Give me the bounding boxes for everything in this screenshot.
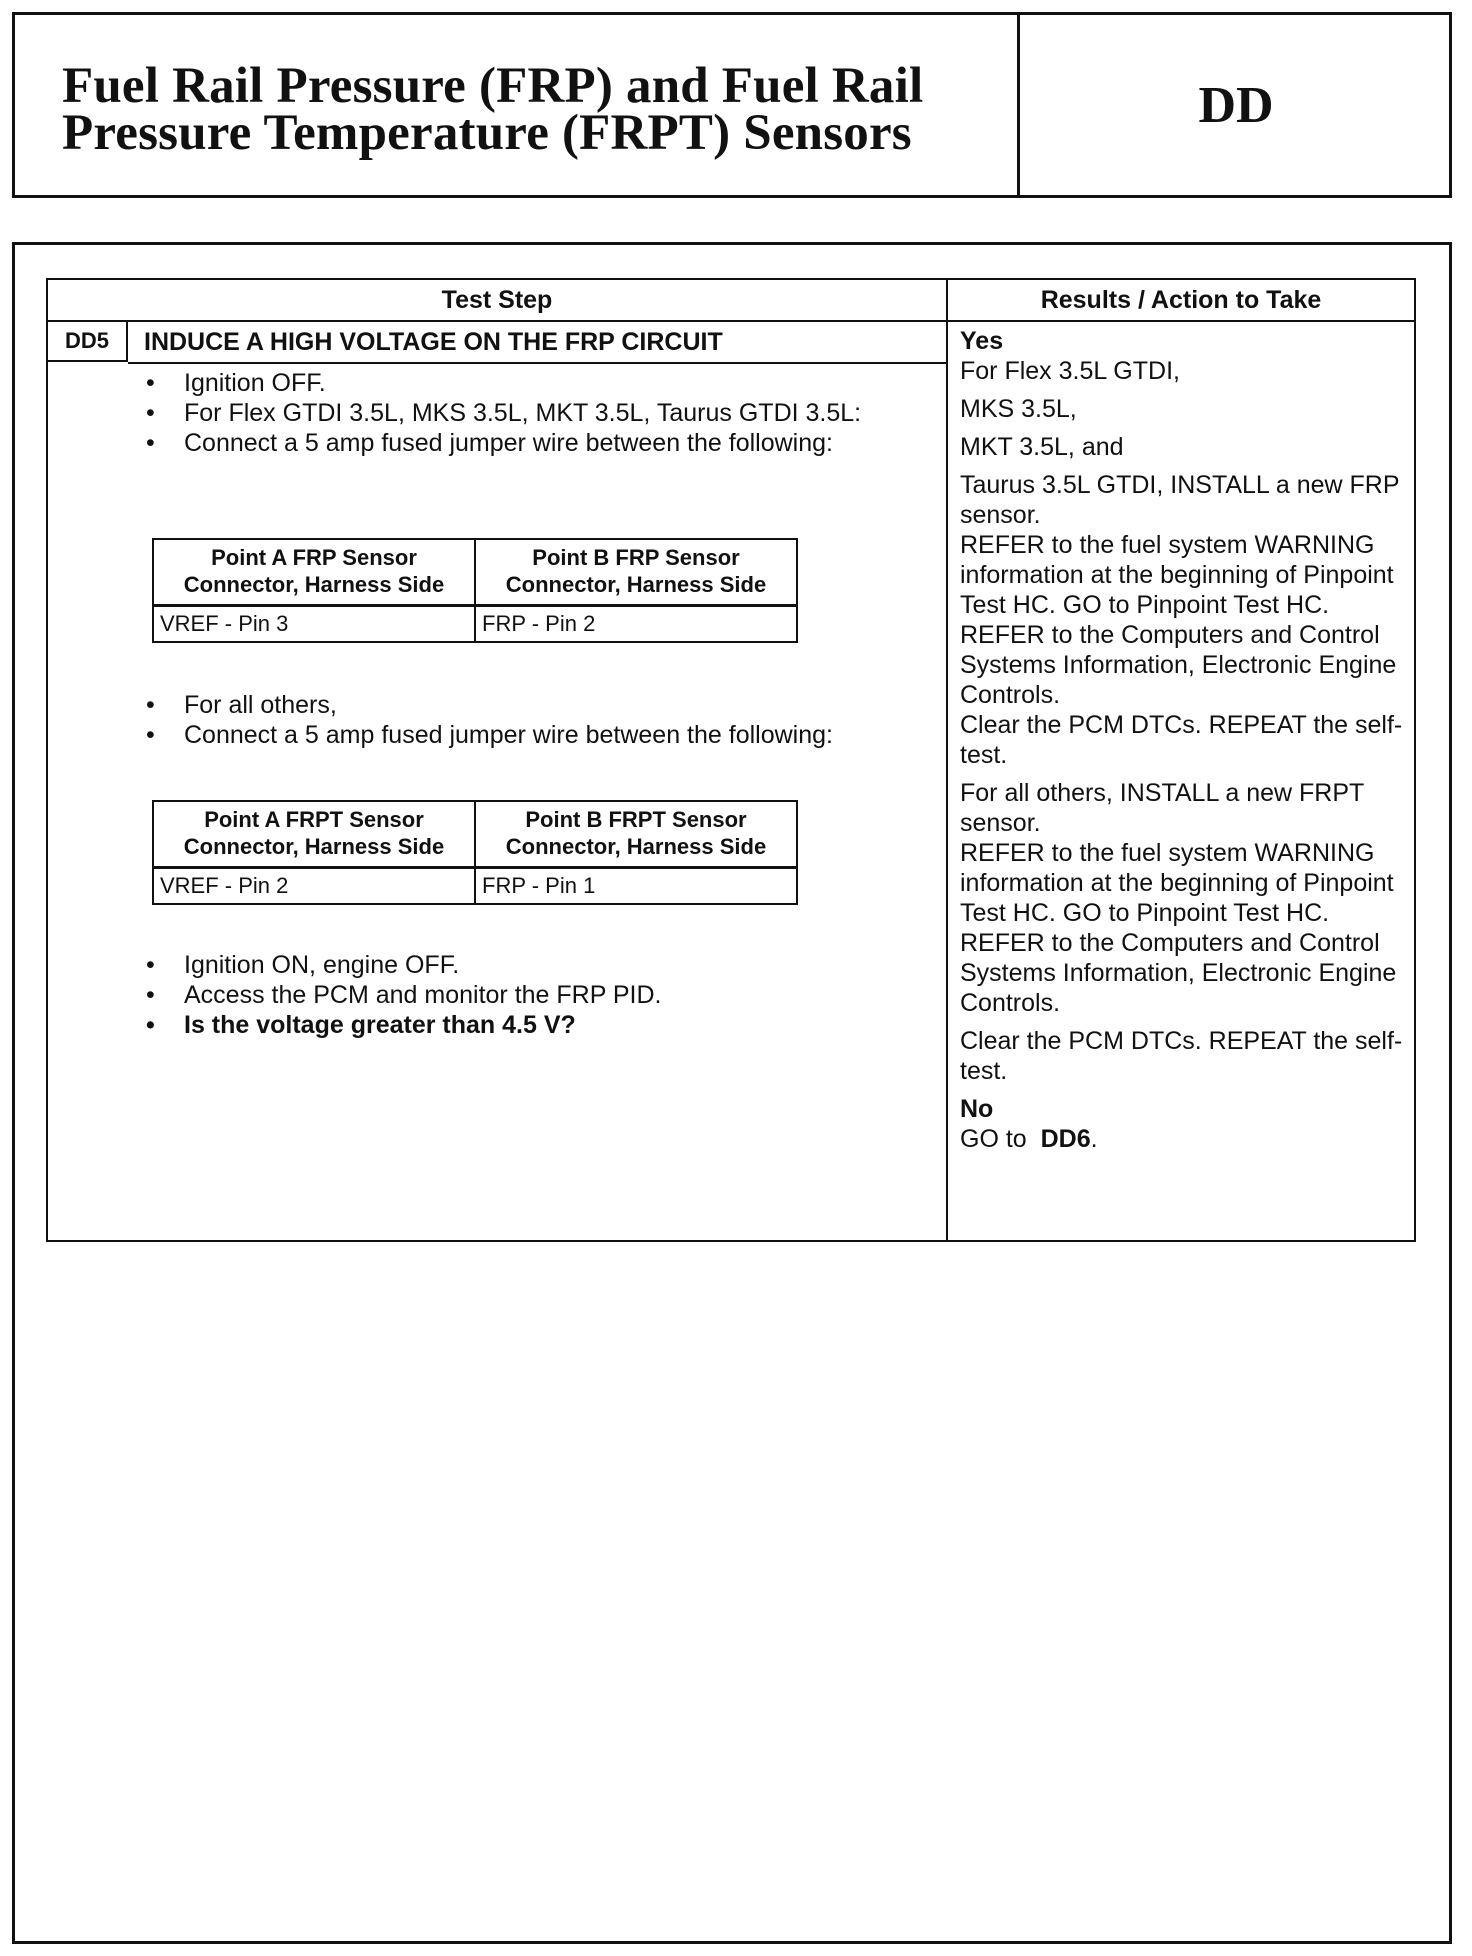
result-text: REFER to the fuel system WARNING information at the beginning of Pinpoint Test HC. GO to Pinpoint Test HC. REFER to the Computers and Control Systems Information, Electronic Engine Controls.: [960, 839, 1397, 1017]
list-item: • Ignition OFF.: [144, 368, 944, 398]
result-text: MKT 3.5L, and: [960, 433, 1124, 461]
column-header-results: Results / Action to Take: [1040, 285, 1322, 314]
question-text: • Is the voltage greater than 4.5 V?: [144, 1010, 944, 1040]
pin-table-cell-a: VREF - Pin 2: [153, 868, 475, 905]
result-text: For all others, INSTALL a new FRPT sensor.: [960, 779, 1364, 837]
result-text: For Flex 3.5L GTDI,: [960, 357, 1180, 385]
pin-table-cell-a: VREF - Pin 3: [153, 606, 475, 643]
result-text: MKS 3.5L,: [960, 395, 1077, 423]
result-text: Clear the PCM DTCs. REPEAT the self-test.: [960, 1027, 1403, 1085]
step-title: INDUCE A HIGH VOLTAGE ON THE FRP CIRCUIT: [144, 327, 723, 356]
yes-label: Yes: [960, 327, 1004, 355]
result-text: Clear the PCM DTCs. REPEAT the self-test.: [960, 711, 1403, 769]
table-row: [153, 868, 797, 905]
test-step-table: [46, 278, 1416, 1242]
no-action-suffix: .: [1090, 1125, 1098, 1153]
section-code: DD: [1198, 76, 1274, 134]
list-item: • Access the PCM and monitor the FRP PID.: [144, 980, 944, 1010]
no-label: No: [960, 1095, 994, 1123]
pin-table-header-a: Point A FRP Sensor Connector, Harness Side: [153, 539, 475, 606]
list-item: • Connect a 5 amp fused jumper wire between the following:: [144, 428, 904, 458]
pin-table-cell-b: FRP - Pin 2: [475, 606, 797, 643]
pin-table-header-a: Point A FRPT Sensor Connector, Harness Side: [153, 801, 475, 868]
list-item: • Connect a 5 amp fused jumper wire between the following:: [144, 720, 904, 750]
header-box: [12, 12, 1452, 198]
pin-table-frp: [152, 538, 798, 643]
page-title-line-1: Fuel Rail Pressure (FRP) and Fuel Rail: [62, 58, 924, 114]
no-action-prefix: GO to: [960, 1125, 1027, 1153]
list-item: • For all others,: [144, 690, 944, 720]
bullet-list-1: [144, 368, 944, 458]
pin-table-cell-b: FRP - Pin 1: [475, 868, 797, 905]
column-divider: [946, 280, 948, 1240]
list-item: • For Flex GTDI 3.5L, MKS 3.5L, MKT 3.5L, Taurus GTDI 3.5L:: [144, 398, 884, 428]
step-title-divider: [128, 362, 946, 364]
no-action: [960, 1124, 1410, 1154]
step-id: DD5: [48, 322, 128, 362]
page-title: [62, 58, 1002, 161]
result-text: REFER to the fuel system WARNING information at the beginning of Pinpoint Test HC. GO to Pinpoint Test HC. REFER to the Computers and Control Systems Information, Electronic Engine Controls.: [960, 531, 1397, 709]
pin-table-header-b: Point B FRPT Sensor Connector, Harness Side: [475, 801, 797, 868]
result-text: Taurus 3.5L GTDI, INSTALL a new FRP sensor.: [960, 471, 1400, 529]
bullet-list-2: [144, 690, 944, 750]
list-item: • Ignition ON, engine OFF.: [144, 950, 944, 980]
bullet-list-3: [144, 950, 944, 1040]
pin-table-header-b: Point B FRP Sensor Connector, Harness Side: [475, 539, 797, 606]
no-action-target: DD6: [1040, 1125, 1091, 1153]
results-column: [960, 326, 1410, 1154]
column-header-test-step: Test Step: [441, 285, 553, 314]
page-title-line-2: Pressure Temperature (FRPT) Sensors: [62, 105, 912, 161]
table-row: [153, 606, 797, 643]
pin-table-frpt: [152, 800, 798, 905]
